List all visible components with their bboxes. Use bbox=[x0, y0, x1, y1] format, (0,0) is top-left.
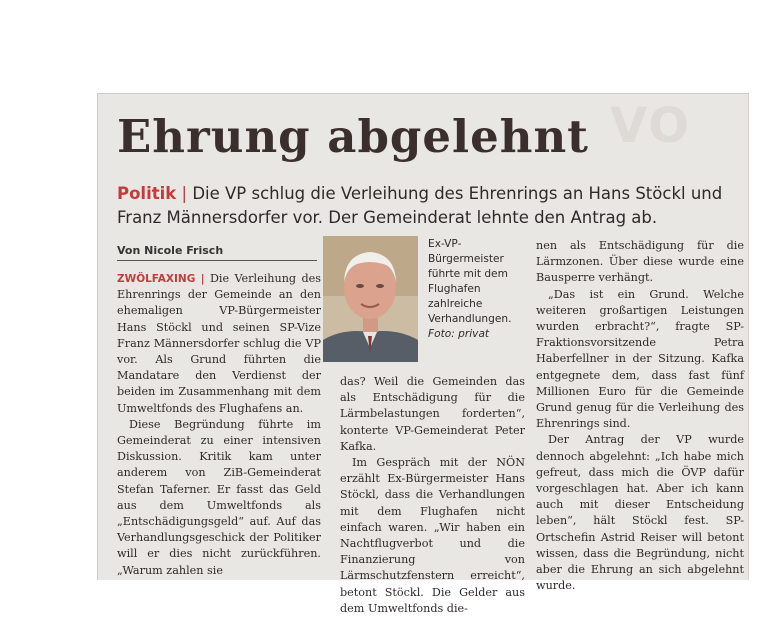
byline: Von Nicole Frisch bbox=[117, 244, 317, 261]
lead-paragraph bbox=[117, 182, 747, 230]
caption-text: Ex-VP-Bürgermeister führte mit dem Flughafen zahlreiche Verhandlungen. bbox=[428, 238, 512, 325]
article-column-3 bbox=[536, 238, 744, 594]
paragraph: Diese Begründung führte im Gemeinderat zu einer intensiven Diskussion. Kritik kam unter anderem von ZiB-Gemeinderat Stefan Taferner. Er fasst das Geld aus dem Umweltfonds als „Entschädigungsgeld“ auf. Auf das Verhandlungsgeschick der Politiker will er dies nicht zurückführen. „Warum zahlen sie bbox=[117, 417, 321, 577]
paragraph: Der Antrag der VP wurde dennoch abgelehnt: „Ich habe mich gefreut, dass mich die ÖVP dafür vorgeschlagen hat. Aber ich kann auch mit dieser Entscheidung leben“, hält Stöckl fest. SP-Ortschefin Astrid Reiser will betont wissen, dass die Begründung, nicht aber die Ehrung an sich abgelehnt wurde. bbox=[536, 433, 744, 593]
photo-credit: Foto: privat bbox=[428, 328, 490, 340]
rubric-label: Politik bbox=[117, 184, 177, 203]
bleed-through-text: VO bbox=[610, 98, 692, 154]
paragraph: das? Weil die Gemeinden das als Entschädigung für die Lärmbelastungen forderten“, konterte VP-Gemeinderat Peter Kafka. bbox=[340, 375, 525, 453]
paragraph: Im Gespräch mit der NÖN erzählt Ex-Bürgermeister Hans Stöckl, dass die Verhandlungen mit dem Flughafen nicht einfach waren. „Wir haben ein Nachtflugverbot und die Finanzierung von Lärmschutzfenstern erreicht“, betont Stöckl. Die Gelder aus dem Umweltfonds die- bbox=[340, 456, 525, 615]
article-column-1 bbox=[117, 271, 321, 579]
lead-text: Die VP schlug die Verleihung des Ehrenrings an Hans Stöckl und Franz Männersdorfer vor. Der Gemeinderat lehnte den Antrag ab. bbox=[117, 184, 723, 227]
article-column-2 bbox=[340, 374, 525, 617]
dateline-separator: | bbox=[200, 273, 205, 285]
paragraph: nen als Entschädigung für die Lärmzonen. Über diese wurde eine Bausperre verhängt. bbox=[536, 239, 744, 285]
paragraph: Die Verleihung des Ehrenrings der Gemeinde an den ehemaligen VP-Bürgermeister Hans Stöckl und seinen SP-Vize Franz Männersdorfer schlug die VP vor. Als Grund führten die Mandatare den Verdienst der beiden im Zusammenhang mit dem Umweltfonds des Flughafens an. bbox=[117, 272, 321, 415]
headline: Ehrung abgelehnt bbox=[117, 110, 589, 163]
rubric-separator: | bbox=[181, 184, 188, 203]
portrait-photo bbox=[323, 236, 418, 362]
paragraph: „Das ist ein Grund. Welche weiteren großartigen Leistungen wurden erbracht?“, fragte SP-Fraktionsvorsitzende Petra Haberfellner in der Sitzung. Kafka entgegnete dem, dass fast fünf Millionen Euro für die Gemeinde Grund genug für die Verleihung des Ehrenrings sind. bbox=[536, 287, 744, 431]
photo-caption bbox=[428, 237, 528, 342]
dateline: ZWÖLFAXING bbox=[117, 273, 196, 285]
